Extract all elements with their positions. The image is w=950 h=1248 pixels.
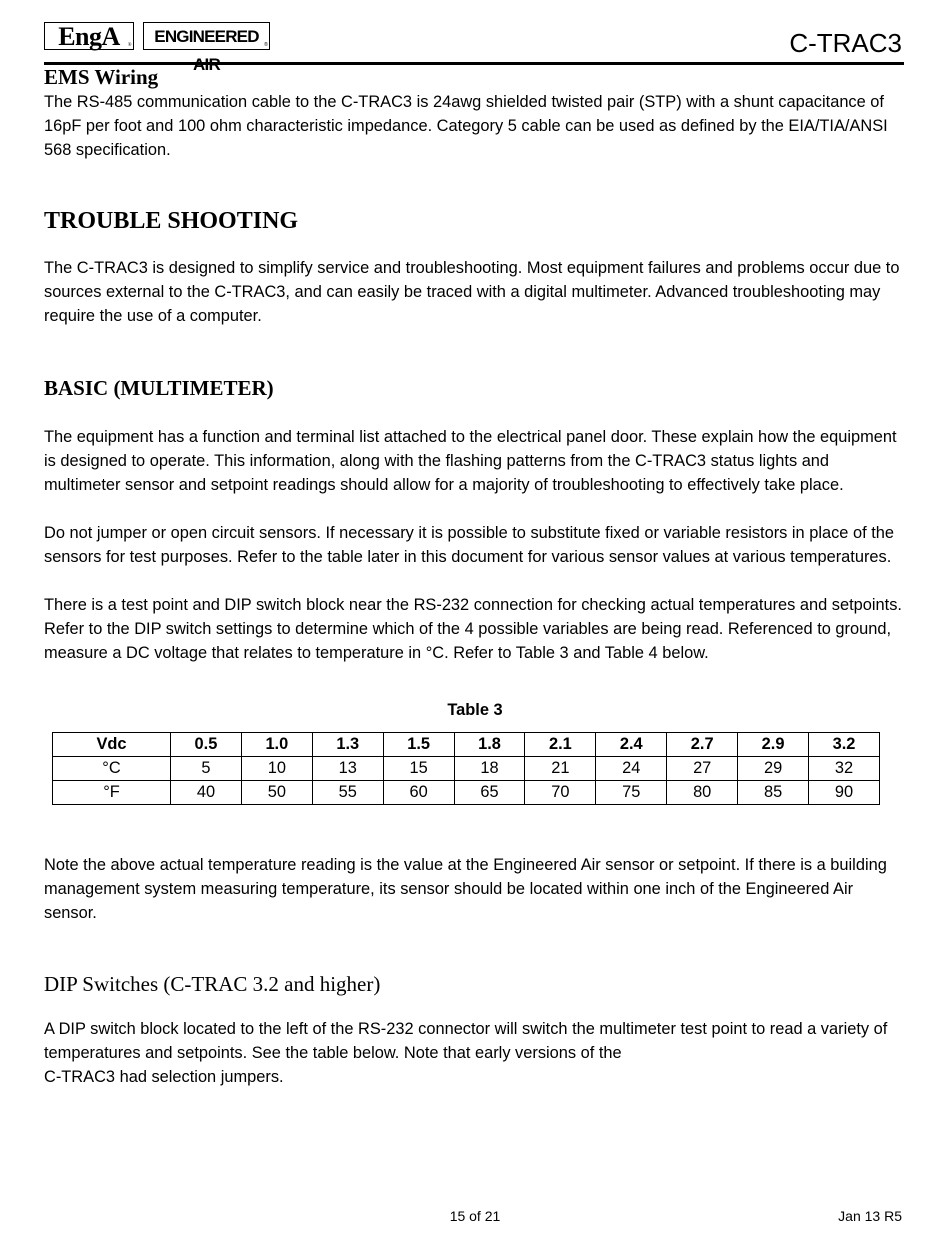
table-cell: 90	[809, 781, 880, 805]
page-header	[44, 20, 904, 74]
table-cell: 13	[312, 757, 383, 781]
enga-logo	[44, 22, 134, 50]
table-cell: °F	[53, 781, 171, 805]
table-cell: 1.5	[383, 733, 454, 757]
table-cell: 70	[525, 781, 596, 805]
basic-paragraph-1: The equipment has a function and terminal list attached to the electrical panel door. These explain how the equipment is designed to operate. This information, along with the flashing patterns from the C-TRAC3 status lights and multimeter sensor and setpoint readings should allow for a majority of troubleshooting to effectively take place.	[44, 428, 897, 494]
table-row-fahrenheit	[53, 781, 880, 805]
dip-switches-line-2: C-TRAC3 had selection jumpers.	[44, 1068, 284, 1086]
table-cell: Vdc	[53, 733, 171, 757]
ems-wiring-heading: EMS Wiring	[44, 65, 159, 89]
table-cell: 32	[809, 757, 880, 781]
table-cell: 50	[241, 781, 312, 805]
troubleshooting-paragraph: The C-TRAC3 is designed to simplify service and troubleshooting. Most equipment failures and problems occur due to sources external to the C-TRAC3, and can easily be traced with a digital multimeter. Advanced troubleshooting may require the use of a computer.	[44, 259, 900, 325]
table-3	[52, 732, 880, 805]
table-cell: 29	[738, 757, 809, 781]
table-row-vdc	[53, 733, 880, 757]
table-cell: 18	[454, 757, 525, 781]
table-cell: 2.4	[596, 733, 667, 757]
table-cell: 40	[171, 781, 242, 805]
table-cell: 24	[596, 757, 667, 781]
ems-wiring-paragraph: The RS-485 communication cable to the C-TRAC3 is 24awg shielded twisted pair (STP) with a shunt capacitance of 16pF per foot and 100 ohm characteristic impedance. Category 5 cable can be used as defined by the EIA/TIA/ANSI 568 specification.	[44, 93, 888, 159]
enga-logo-text: EngA	[58, 22, 120, 51]
registered-mark-2: ®	[264, 42, 267, 48]
page-number: 15 of 21	[449, 1208, 501, 1224]
table-cell: 75	[596, 781, 667, 805]
document-code: C-TRAC3	[789, 28, 902, 58]
table-cell: 10	[241, 757, 312, 781]
table-cell: 2.1	[525, 733, 596, 757]
table-cell: 60	[383, 781, 454, 805]
table-cell: 1.8	[454, 733, 525, 757]
table-row-celsius	[53, 757, 880, 781]
page-content	[44, 60, 906, 1089]
table-cell: 3.2	[809, 733, 880, 757]
basic-multimeter-heading: BASIC (MULTIMETER)	[44, 376, 274, 400]
troubleshooting-heading: TROUBLE SHOOTING	[44, 208, 299, 234]
table-cell: 27	[667, 757, 738, 781]
table-cell: 5	[171, 757, 242, 781]
table-cell: 15	[383, 757, 454, 781]
dip-switches-line-1: A DIP switch block located to the left of the RS-232 connector will switch the multimeter test point to read a variety of temperatures and setpoints. See the table below. Note that early versions of the	[44, 1020, 888, 1062]
table-cell: °C	[53, 757, 171, 781]
basic-paragraph-3: There is a test point and DIP switch block near the RS-232 connection for checking actual temperatures and setpoints. Refer to the DIP switch settings to determine which of the 4 possible variables are being read. Referenced to ground, measure a DC voltage that relates to temperature in °C. Refer to Table 3 and Table 4 below.	[44, 596, 902, 662]
table-cell: 1.3	[312, 733, 383, 757]
basic-paragraph-2: Do not jumper or open circuit sensors. If necessary it is possible to substitute fixed or variable resistors in place of the sensors for test purposes. Refer to the table later in this document for various sensor values at various temperatures.	[44, 524, 894, 566]
registered-mark: ®	[127, 43, 131, 48]
table-cell: 85	[738, 781, 809, 805]
table-cell: 65	[454, 781, 525, 805]
table-cell: 0.5	[171, 733, 242, 757]
engineered-air-logo-text: ENGINEERED AIR	[154, 27, 259, 74]
table-cell: 21	[525, 757, 596, 781]
table-3-caption: Table 3	[447, 701, 503, 719]
revision-label: Jan 13 R5	[838, 1208, 902, 1224]
table-cell: 55	[312, 781, 383, 805]
note-paragraph: Note the above actual temperature reading is the value at the Engineered Air sensor or setpoint. If there is a building management system measuring temperature, its sensor should be located within one inch of the Engineered Air sensor.	[44, 856, 887, 922]
table-cell: 80	[667, 781, 738, 805]
dip-switches-paragraph	[44, 1017, 906, 1089]
table-cell: 2.9	[738, 733, 809, 757]
engineered-air-logo	[143, 22, 270, 74]
dip-switches-heading: DIP Switches (C-TRAC 3.2 and higher)	[44, 972, 381, 996]
table-cell: 2.7	[667, 733, 738, 757]
table-cell: 1.0	[241, 733, 312, 757]
